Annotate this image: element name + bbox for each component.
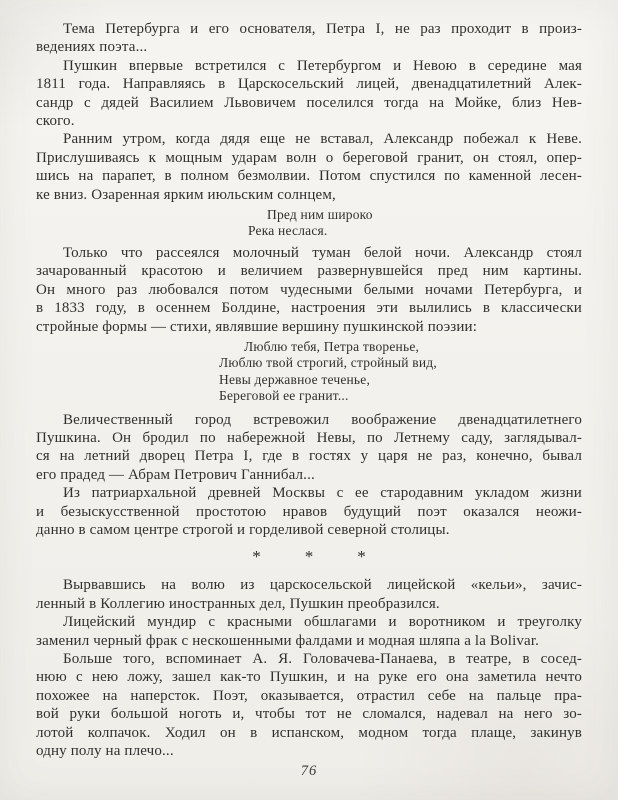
text-line: одну полу на плечо... [36, 743, 174, 760]
text-line: стройные формы — стихи, являвшие вершину пушкинской поэзии: [36, 318, 478, 335]
text-line: Величественный город встревожил воображение двенадцатилетнего [63, 411, 582, 428]
text-line: Он много раз любовался потом чудесными белыми ночами Петербурга, и [36, 281, 582, 298]
text-line: Ранним утром, когда дядя еще не вставал, Александр побежал к Неве. [63, 131, 582, 148]
text-line: Из патриархальной древней Москвы с ее стародавним укладом жизни [63, 485, 582, 502]
asterisk: * [252, 547, 261, 567]
paragraph [36, 576, 582, 613]
verse-block [248, 207, 582, 240]
verse-line: Люблю тебя, Петра творенье, [244, 338, 420, 354]
text-line: сандр с дядей Василием Львовичем поселился тогда на Мойке, близ Нев- [36, 94, 582, 111]
text-line: Прислушиваясь к мощным ударам волн о береговой гранит, он стоял, опер- [36, 149, 582, 166]
paragraph [36, 650, 582, 760]
text-line: Только что рассеялся молочный туман белой ночи. Александр стоял [63, 244, 582, 261]
text-line: Пушкин впервые встретился с Петербургом и Невою в середине мая [63, 57, 582, 74]
paragraph [36, 130, 582, 204]
verse-line: Береговой ее гранит... [219, 388, 349, 404]
verse-line: Река неслася. [248, 223, 328, 239]
text-line: в 1833 году, в осеннем Болдине, настроения эти вылились в классически [36, 300, 582, 317]
text-line: Пушкина. Он бродил по набережной Невы, по Летнему саду, заглядывал- [36, 429, 582, 446]
asterisk: * [357, 547, 366, 567]
text-line: ке вниз. Озаренная ярким июльским солнцем, [36, 186, 336, 203]
text-line: Тема Петербурга и его основателя, Петра I, не раз проходит в произ- [63, 21, 582, 37]
paragraph [36, 57, 582, 131]
text-line: похожее на наперсток. Поэт, оказывается, отрастил себе на пальце пра- [36, 687, 582, 704]
text-line: и безыскусственной простотою нравов будущий поэт оказался неожи- [36, 503, 582, 520]
text-line: заменил черный фрак с нескошенными фалдами и модная шляпа a la Bolivar. [36, 632, 540, 649]
text-line: Лицейский мундир с красными обшлагами и воротником и треуголку [63, 614, 582, 631]
text-line: нюю с нею ложу, зашел как-то Пушкин, и на руке его она заметила нечто [36, 669, 582, 686]
text-line: вой руки большой ноготь и, чтобы тот не сломался, надевал на него зо- [36, 706, 582, 723]
text-line: 1811 года. Направляясь в Царскосельский лицей, двенадцатилетний Алек- [36, 76, 582, 93]
text-line: лотой колпачок. Ходил он в испанском, модном тогда плаще, закинув [36, 724, 582, 741]
verse-line: Люблю твой строгий, стройный вид, [219, 355, 437, 371]
paragraph [36, 613, 582, 650]
text-line: ленный в Коллегию иностранных дел, Пушкин преобразился. [36, 595, 440, 612]
verse-line: Пред ним широко [267, 207, 373, 223]
text-line: ского. [36, 113, 75, 130]
text-line: шись на парапет, в полном безмолвии. Потом спустился по каменной лесен- [36, 168, 582, 185]
section-separator [36, 549, 582, 565]
text-line: его прадед — Абрам Петрович Ганнибал... [36, 466, 315, 483]
paragraph [36, 244, 582, 336]
text-line: данно в самом центре строгой и горделивой северной столицы. [36, 521, 450, 538]
text-line: Вырвавшись на волю из царскосельской лицейской «кельи», зачис- [63, 577, 582, 594]
text-line: Больше того, вспоминает А. Я. Головачева-Панаева, в театре, в сосед- [63, 651, 582, 667]
paragraph [36, 20, 582, 57]
text-line: зачарованный красотою и величием развернувшейся пред ним картины. [36, 263, 582, 280]
text-content [36, 20, 582, 760]
verse-line: Невы державное теченье, [219, 371, 371, 387]
asterisk: * [304, 547, 314, 567]
text-line: ся на летний дворец Петра I, где в гостях у царя не раз, конечно, бывал [36, 448, 582, 465]
page-number: 76 [300, 763, 318, 779]
paragraph [36, 411, 582, 485]
paragraph [36, 484, 582, 539]
text-line: ведениях поэта... [36, 39, 148, 56]
verse-block [219, 339, 582, 405]
